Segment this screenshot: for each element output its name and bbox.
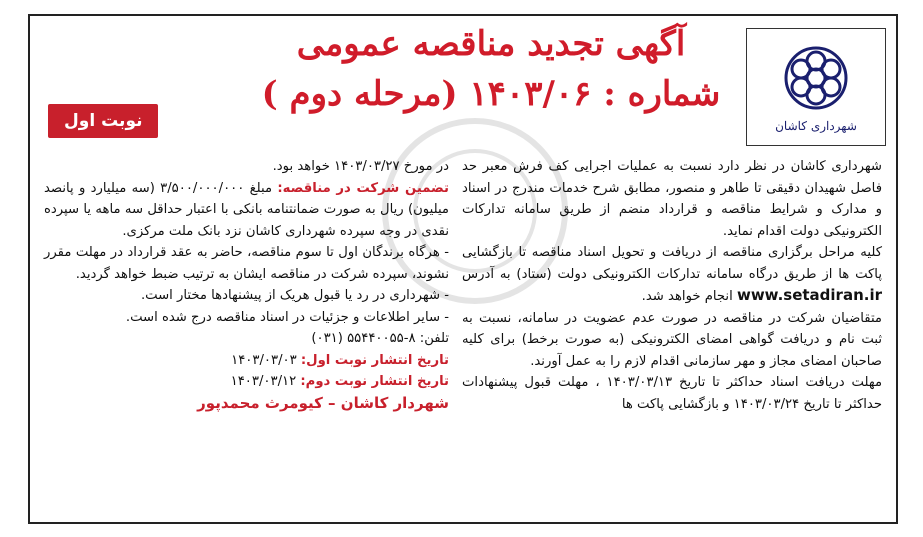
process-text-end: انجام خواهد شد. <box>641 289 733 304</box>
logo-caption: شهرداری کاشان <box>775 119 857 133</box>
deadline-paragraph: مهلت دریافت اسناد حداکثر تا تاریخ ۱۴۰۳/۰۳/۱۳ ، مهلت قبول پیشنهادات حداکثر تا تاریخ ۱۴۰۳/۰۳/۲۴ و بازگشایی پاکت ها <box>462 375 883 412</box>
registration-paragraph: متقاضیان شرکت در مناقصه در صورت عدم عضویت در سامانه، نسبت به ثبت نام و دریافت گواهی امضای الکترونیکی (به صورت برخط) برای کلیه صاحبان امضای مجاز و مهر سازمانی اقدام لازم را به عمل آورند. <box>462 310 882 369</box>
info-paragraph: - سایر اطلاعات و جزئیات در اسناد مناقصه درج شده است. <box>125 309 449 325</box>
opening-date-paragraph: در مورخ ۱۴۰۳/۰۳/۲۷ خواهد بود. <box>272 159 449 174</box>
rejection-paragraph: - شهرداری در رد یا قبول هریک از پیشنهادها مختار است. <box>140 288 449 303</box>
municipality-logo <box>746 28 886 146</box>
guarantee-paragraph <box>44 178 449 243</box>
guarantee-label: تضمین شرکت در مناقصه: <box>277 180 450 196</box>
right-text-column <box>462 156 882 415</box>
process-text: کلیه مراحل برگزاری مناقصه از دریافت و تحویل اسناد مناقصه تا بازگشایی پاکت ها از طریق درگاه سامانه تدارکات الکترونیکی دولت (ستاد) به آدرس <box>462 245 882 282</box>
pub2-date: ۱۴۰۳/۰۳/۱۲ <box>230 374 297 389</box>
phone-number: تلفن: ۸-۵۵۴۴۰۰۵۵ (۰۳۱) <box>311 331 449 346</box>
notice-number: شماره : ۱۴۰۳/۰۶ (مرحله دوم ) <box>261 74 721 114</box>
first-publication-badge: نوبت اول <box>48 104 158 138</box>
first-publication-date <box>44 350 449 372</box>
guarantee-text: مبلغ ۳/۵۰۰/۰۰۰/۰۰۰ (سه میلیارد و پانصد میلیون) ریال به صورت ضمانتنامه بانکی با اعتبار حداقل سه ماهه یا سپرده نقدی در وجه سپرده شهرداری کاشان نزد بانک ملت مرکزی. <box>44 180 449 239</box>
mayor-signature: شهردار کاشان – کیومرث محمدپور <box>197 393 449 412</box>
setad-website-link[interactable]: www.setadiran.ir <box>736 286 882 304</box>
intro-paragraph: شهرداری کاشان در نظر دارد نسبت به عملیات اجرایی کف فرش معبر حد فاصل شهیدان دقیقی تا طاهر و منصور، مطابق شرح خدمات مندرج در اسناد و مدارک و شرایط مناقصه و قرارداد منضم از طریق سامانه تدارکات الکترونیکی دولت اقدام نماید. <box>462 159 882 239</box>
pub1-date: ۱۴۰۳/۰۳/۰۳ <box>231 352 297 368</box>
logo-emblem-icon <box>766 41 866 115</box>
notice-frame <box>28 14 898 524</box>
left-text-column <box>44 156 449 414</box>
notice-title: آگهی تجدید مناقصه عمومی <box>296 24 686 64</box>
process-paragraph <box>462 242 882 308</box>
winners-paragraph: - هرگاه برندگان اول تا سوم مناقصه، حاضر به عقد قرارداد در مهلت مقرر نشوند، سپرده شرکت در مناقصه ایشان به ترتیب ضبط خواهد گردید. <box>44 245 449 282</box>
second-publication-date <box>44 371 449 393</box>
pub2-label: تاریخ انتشار نوبت دوم: <box>300 374 449 389</box>
pub1-label: تاریخ انتشار نوبت اول: <box>300 352 449 368</box>
